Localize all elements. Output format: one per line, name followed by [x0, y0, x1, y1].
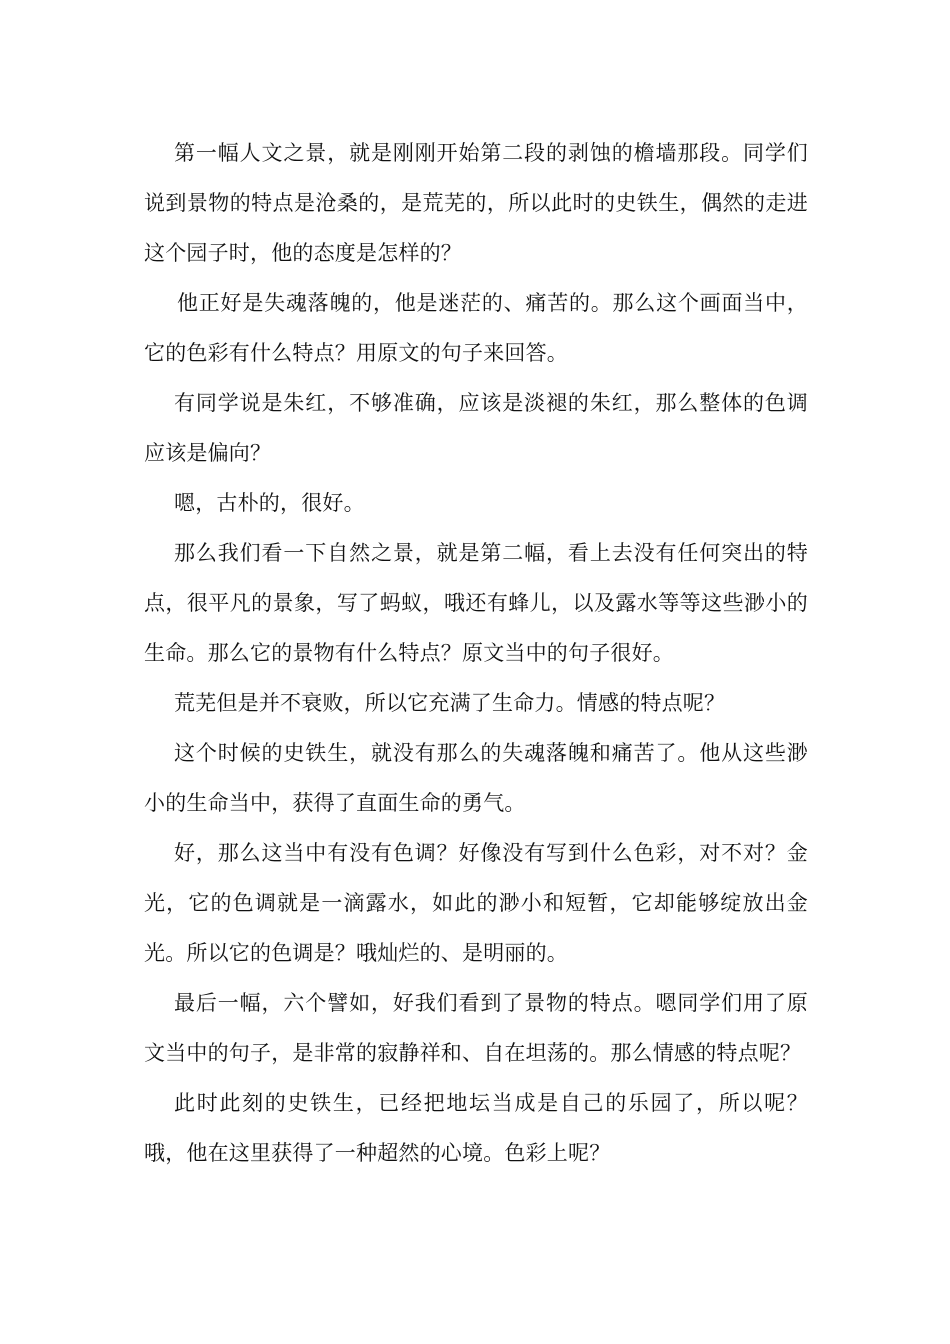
paragraph-4: 嗯，古朴的，很好。 — [174, 491, 365, 515]
paragraph-7: 这个时候的史铁生，就没有那么的失魂落魄和痛苦了。他从这些渺小的生命当中，获得了直面生命的勇气。 — [144, 741, 808, 815]
paragraph-6: 荒芜但是并不衰败，所以它充满了生命力。情感的特点呢？ — [174, 691, 726, 715]
paragraph-9: 最后一幅，六个譬如，好我们看到了景物的特点。嗯同学们用了原文当中的句子，是非常的寂静祥和、自在坦荡的。那么情感的特点呢？ — [144, 991, 808, 1065]
paragraph-3: 有同学说是朱红，不够准确，应该是淡褪的朱红，那么整体的色调应该是偏向？ — [144, 391, 808, 465]
paragraph-1: 第一幅人文之景，就是刚刚开始第二段的剥蚀的檐墙那段。同学们说到景物的特点是沧桑的，是荒芜的，所以此时的史铁生，偶然的走进这个园子时，他的态度是怎样的？ — [144, 141, 808, 265]
paragraph-2: 他正好是失魂落魄的，他是迷茫的、痛苦的。那么这个画面当中，它的色彩有什么特点？用原文的句子来回答。 — [144, 291, 808, 365]
paragraph-8: 好，那么这当中有没有色调？好像没有写到什么色彩，对不对？金光，它的色调就是一滴露水，如此的渺小和短暂，它却能够绽放出金光。所以它的色调是？哦灿烂的、是明丽的。 — [144, 841, 808, 965]
paragraph-5: 那么我们看一下自然之景，就是第二幅，看上去没有任何突出的特点，很平凡的景象，写了蚂蚁，哦还有蜂儿，以及露水等等这些渺小的生命。那么它的景物有什么特点？原文当中的句子很好。 — [144, 541, 808, 665]
paragraph-10: 此时此刻的史铁生，已经把地坛当成是自己的乐园了，所以呢？哦，他在这里获得了一种超然的心境。色彩上呢？ — [144, 1091, 808, 1165]
document-body — [144, 128, 808, 1178]
